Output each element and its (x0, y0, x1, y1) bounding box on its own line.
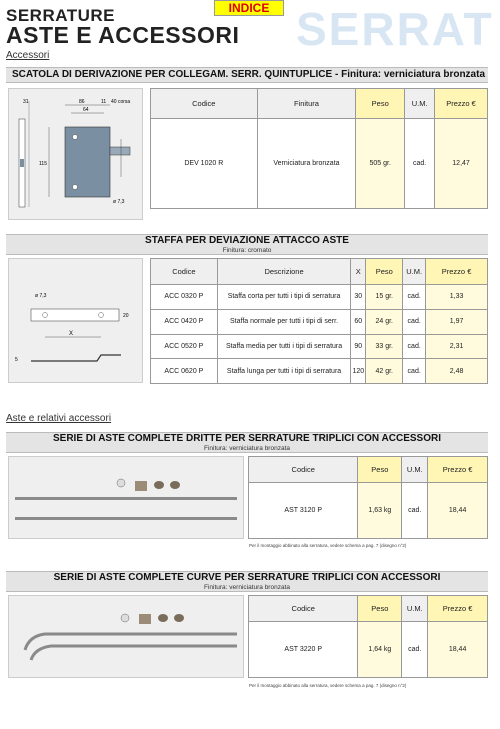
col-prezzo: Prezzo € (428, 596, 488, 622)
staffa-title-bar (6, 234, 488, 255)
col-um: U.M. (402, 596, 428, 622)
section-label-accessori: Accessori (6, 50, 50, 61)
page-title-line1: SERRATURE (6, 6, 116, 25)
curve-table (248, 595, 488, 678)
col-x: X (351, 259, 366, 285)
table-row (151, 359, 488, 384)
col-codice: Codice (151, 259, 218, 285)
staffa-subtitle: Finitura: cromato (222, 247, 272, 254)
cell-peso: 505 gr. (356, 119, 405, 209)
col-finitura: Finitura (257, 89, 356, 119)
dritte-subtitle: Finitura: verniciatura bronzata (204, 445, 290, 452)
cell-peso: 33 gr. (366, 334, 403, 359)
cell-peso: 1,63 kg (358, 483, 402, 539)
col-codice: Codice (249, 596, 358, 622)
col-um: U.M. (405, 89, 435, 119)
cell-prezzo: 18,44 (428, 483, 488, 539)
cell-um: cad. (405, 119, 435, 209)
cell-x: 90 (351, 334, 366, 359)
dritte-title: SERIE DI ASTE COMPLETE DRITTE PER SERRATURE TRIPLICI CON ACCESSORI (53, 433, 441, 444)
page-title-line2: ASTE E ACCESSORI (6, 22, 240, 48)
svg-text:40 corsa: 40 corsa (111, 99, 131, 105)
staffa-title: STAFFA PER DEVIAZIONE ATTACCO ASTE (145, 235, 349, 246)
cell-peso: 1,64 kg (358, 622, 402, 678)
cell-prezzo: 18,44 (428, 622, 488, 678)
col-prezzo: Prezzo € (428, 457, 488, 483)
section-label-aste: Aste e relativi accessori (6, 413, 112, 424)
cell-codice: ACC 0620 P (151, 359, 218, 384)
cell-um: cad. (403, 334, 426, 359)
cell-prezzo: 2,48 (426, 359, 488, 384)
col-peso: Peso (358, 596, 402, 622)
svg-text:115: 115 (39, 161, 47, 167)
svg-text:X: X (69, 331, 74, 337)
staffa-drawing (8, 258, 143, 383)
svg-text:11: 11 (101, 99, 107, 105)
svg-text:5: 5 (15, 357, 18, 363)
cell-prezzo: 1,97 (426, 309, 488, 334)
col-um: U.M. (402, 457, 428, 483)
table-row (249, 622, 488, 678)
cell-x: 60 (351, 309, 366, 334)
table-row (151, 119, 488, 209)
dritte-title-bar (6, 432, 488, 453)
cell-um: cad. (402, 622, 428, 678)
scatola-drawing (8, 88, 143, 220)
cell-codice: DEV 1020 R (151, 119, 258, 209)
curve-title-bar (6, 571, 488, 592)
svg-text:31: 31 (23, 99, 29, 105)
col-codice: Codice (249, 457, 358, 483)
cell-peso: 15 gr. (366, 285, 403, 310)
bracket-drawing-icon (9, 259, 144, 384)
curve-subtitle: Finitura: verniciatura bronzata (204, 584, 290, 591)
svg-text:ø 7,3: ø 7,3 (35, 293, 47, 299)
straight-rods-photo-icon (9, 457, 245, 540)
cell-peso: 42 gr. (366, 359, 403, 384)
curve-title: SERIE DI ASTE COMPLETE CURVE PER SERRATURE TRIPLICI CON ACCESSORI (53, 572, 441, 583)
cell-codice: ACC 0520 P (151, 334, 218, 359)
col-prezzo: Prezzo € (435, 89, 488, 119)
cell-um: cad. (403, 285, 426, 310)
dritte-photo (8, 456, 244, 539)
cell-codice: ACC 0420 P (151, 309, 218, 334)
cell-um: cad. (403, 359, 426, 384)
cell-descrizione: Staffa media per tutti i tipi di serratura (217, 334, 351, 359)
cell-codice: AST 3120 P (249, 483, 358, 539)
scatola-title-bar (6, 67, 488, 83)
table-row (151, 309, 488, 334)
col-peso: Peso (358, 457, 402, 483)
cell-finitura: Verniciatura bronzata (257, 119, 356, 209)
cell-x: 120 (351, 359, 366, 384)
cell-codice: ACC 0320 P (151, 285, 218, 310)
col-codice: Codice (151, 89, 258, 119)
dritte-table (248, 456, 488, 539)
scatola-table (150, 88, 488, 209)
cell-prezzo: 1,33 (426, 285, 488, 310)
cell-codice: AST 3220 P (249, 622, 358, 678)
svg-text:64: 64 (83, 107, 89, 113)
staffa-table (150, 258, 488, 384)
col-descrizione: Descrizione (217, 259, 351, 285)
junction-box-drawing-icon (9, 89, 144, 221)
cell-descrizione: Staffa corta per tutti i tipi di serratura (217, 285, 351, 310)
svg-text:86: 86 (79, 99, 85, 105)
scatola-title: SCATOLA DI DERIVAZIONE PER COLLEGAM. SERR. QUINTUPLICE - Finitura: verniciatura bronzata (12, 69, 486, 80)
curve-photo (8, 595, 244, 678)
dritte-note: Per il montaggio abbinato alla serratura, vedere schema a pag. 7 (disegno n°2) (249, 543, 407, 548)
curved-rods-photo-icon (9, 596, 245, 679)
col-peso: Peso (366, 259, 403, 285)
col-um: U.M. (403, 259, 426, 285)
svg-text:20: 20 (123, 313, 129, 319)
col-peso: Peso (356, 89, 405, 119)
curve-note: Per il montaggio abbinato alla serratura, vedere schema a pag. 7 (disegno n°2) (249, 683, 407, 688)
cell-prezzo: 12,47 (435, 119, 488, 209)
cell-um: cad. (403, 309, 426, 334)
cell-prezzo: 2,31 (426, 334, 488, 359)
cell-descrizione: Staffa normale per tutti i tipi di serr. (217, 309, 351, 334)
cell-peso: 24 gr. (366, 309, 403, 334)
watermark-text: SERRAT (296, 3, 494, 55)
cell-descrizione: Staffa lunga per tutti i tipi di serratura (217, 359, 351, 384)
table-row (151, 334, 488, 359)
table-row (151, 285, 488, 310)
indice-button[interactable]: INDICE (214, 0, 284, 16)
cell-x: 30 (351, 285, 366, 310)
cell-um: cad. (402, 483, 428, 539)
col-prezzo: Prezzo € (426, 259, 488, 285)
svg-text:ø 7,3: ø 7,3 (113, 199, 125, 205)
table-row (249, 483, 488, 539)
